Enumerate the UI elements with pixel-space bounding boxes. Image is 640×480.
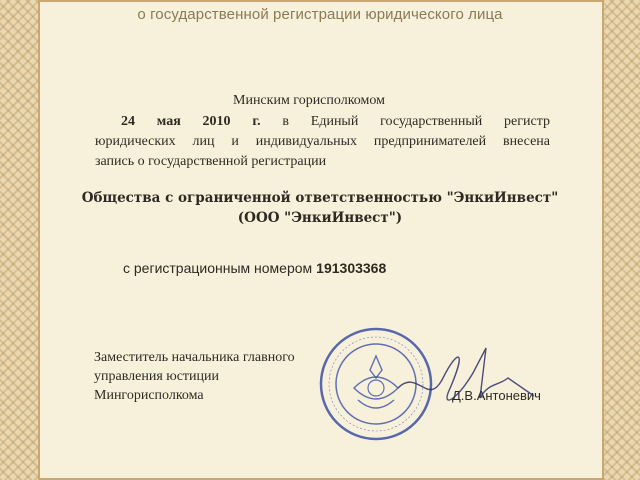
registration-date: 24 мая 2010 г. (121, 114, 261, 129)
handwritten-signature (388, 338, 538, 418)
body-line-3: запись о государственной регистрации (95, 154, 327, 169)
signatory-title-3: Мингорисполкома (94, 388, 204, 403)
registration-date-line (121, 114, 550, 130)
signer-name: Д.В.Антоневич (452, 388, 541, 403)
registration-label: с регистрационным номером (123, 260, 313, 276)
body-line-2: юридических лиц и индивидуальных предпринимателей внесена (95, 134, 550, 149)
registration-number-line (123, 260, 386, 276)
authority-line: Минским горисполкомом (233, 93, 385, 108)
registration-number: 191303368 (316, 260, 387, 276)
organization-short-name: (ООО "ЭнкиИнвест") (237, 210, 403, 226)
certificate-heading: о государственной регистрации юридического лица (137, 6, 503, 23)
line1-text: в Единый государственный регистр (282, 114, 551, 129)
signatory-title-1: Заместитель начальника главного (94, 350, 295, 365)
signatory-title-2: управления юстиции (94, 369, 220, 384)
organization-full-name: Общества с ограниченной ответственностью "ЭнкиИнвест" (81, 190, 559, 206)
